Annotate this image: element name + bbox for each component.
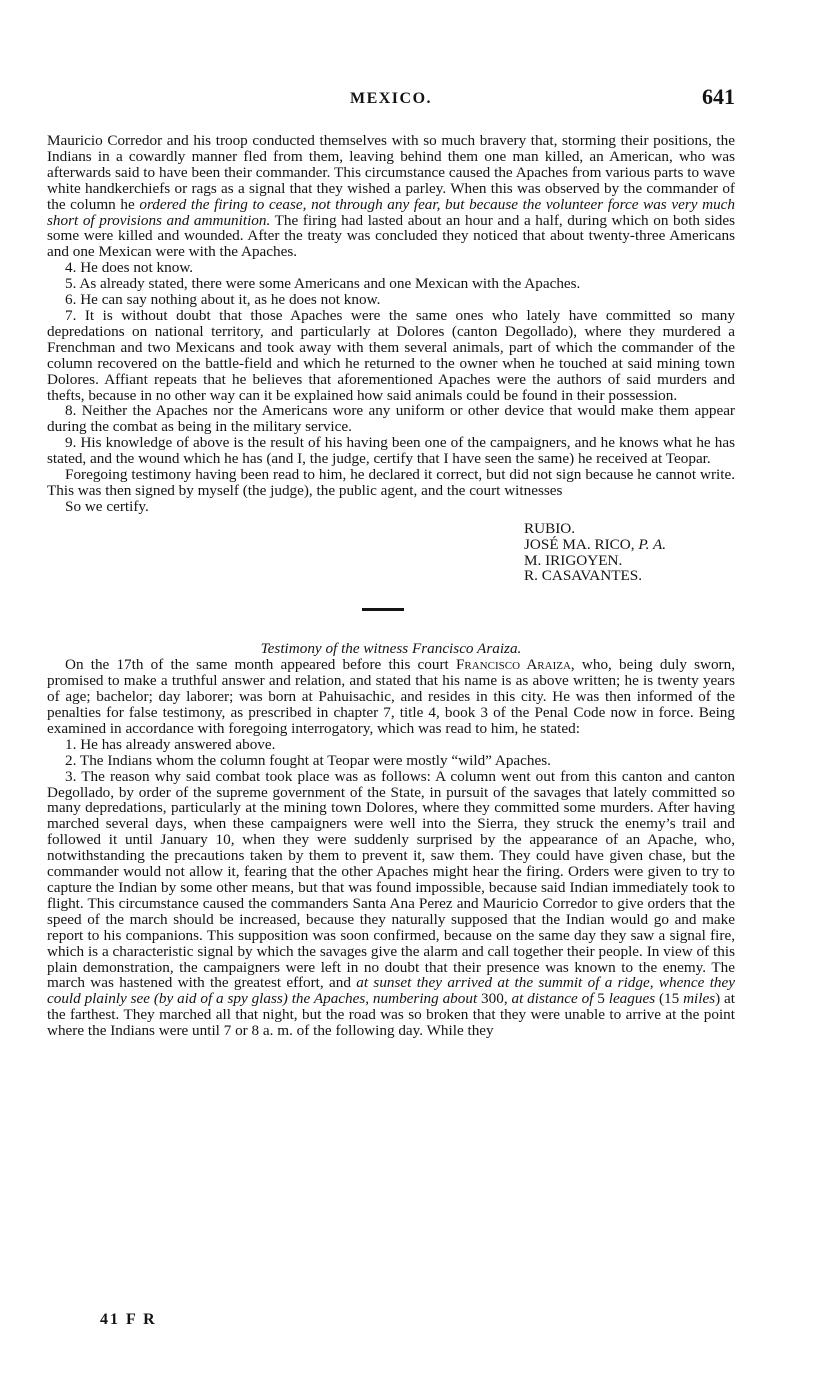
signature-irigoyen: M. IRIGOYEN. <box>524 551 623 569</box>
signature-rubio: RUBIO. <box>524 519 576 537</box>
answer-5: 5. As already stated, there were some Americans and one Mexican with the Apaches. <box>65 275 581 293</box>
signature-block <box>524 521 735 585</box>
second-text-2: , who, being duly sworn, promised to make a truthful answer and relation, and stated that his name is as above written; he is twenty years of age; bachelor; day laborer; was born at Pahuisachic, and resides in this city. He was then informed of the penalties for false testimony, as prescribed in chapter 7, title 4, book 3 of the Penal Code now in force. Being examined in accordance with foregoing interrogatory, which was read to him, he stated: <box>47 656 736 737</box>
answer-2-3 <box>47 769 735 1039</box>
signature-mark: 41 F R <box>100 1311 157 1328</box>
answer-7: 7. It is without doubt that those Apaches were the same ones who lately have committed so many depredations on national territory, and particularly at Dolores (canton Degollado), where they murdered a Frenchman and two Mexicans and took away with them several animals, part of which the commander of the column recovered on the battle-field and which he returned to the owner when he touched at said mining town Dolores. Affiant repeats that he believes that aforementioned Apaches were the authors of said murders and thefts, because in no other way can it be explained how said animals could be found in their possession. <box>47 306 735 404</box>
running-head: MEXICO. <box>349 90 433 107</box>
answer-9: 9. His knowledge of above is the result of his having been one of the campaigners, and he knows what he has stated, and the wound which he has (and I, the judge, certify that I have seen the same) he received at Teopar. <box>47 434 735 468</box>
intro-text-2: The firing had lasted about an hour and a half, during which on both sides some were killed and wounded. After the treaty was concluded they noticed that about twenty-three Americans and one Mexican were with the Apaches. <box>47 211 735 261</box>
reason-italic-1: at sunset they arrived at the summit of a ridge, whence they could plainly see (by aid of a spy glass) the Apaches, numbering about <box>47 974 736 1008</box>
intro-text-1: Mauricio Corredor and his troop conducted themselves with so much bravery that, storming their positions, the Indians in a cowardly manner fled from them, leaving behind them one man killed, an American, who was afterwards said to have been their commander. This circumstance caused the Apaches from various parts to wave white handkerchiefs or rags as a signal that they wished a parley. When this was observed by the commander of the column he <box>47 132 735 213</box>
reason-text-1: 3. The reason why said combat took place was as follows: A column went out from this canton and canton Degollado, by order of the supreme government of the State, in pursuit of the savages that lately committed so many depredations, particularly at the mining town Dolores, where they committed some murders. After having marched several days, when these campaigners were well into the Sierra, they struck the enemy’s trail and followed it until January 10, when they were suddenly surprised by the appearance of an Apache, who, notwithstanding the precautions taken by them to prevent it, saw them. They could have given chase, but the commander would not allow it, fearing that the other Apaches might hear the firing. Orders were given to try to capture the Indian by some other means, but that was found impossible, because said Indian immediately took to flight. This circumstance caused the commanders Santa Ana Perez and Mauricio Corredor to give orders that the speed of the march should be increased, because they naturally supposed that the Indian would go and make report to his companions. This supposition was soon confirmed, because on the same day they saw a signal fire, which is a characteristic signal by which the savages give the alarm and call together their people. In view of this plain demonstration, the campaigners were left in no doubt that their presence was known to the enemy. The march was hastened with the greatest effort, and <box>47 767 735 992</box>
reason-italic-4: miles <box>683 990 716 1008</box>
certify-line: So we certify. <box>65 497 149 515</box>
reason-mid-2: 5 <box>593 990 609 1008</box>
answer-2-1: 1. He has already answered above. <box>65 735 276 753</box>
signature-rico <box>524 537 735 553</box>
section-divider <box>362 608 404 611</box>
page-header <box>47 84 735 114</box>
section-title: Testimony of the witness Francisco Araiza. <box>260 640 522 658</box>
signature-casavantes: R. CASAVANTES. <box>524 567 643 585</box>
signature-rico-title: P. A. <box>638 535 667 553</box>
answer-6: 6. He can say nothing about it, as he does not know. <box>65 291 381 309</box>
reason-text-2: ) at the farthest. They marched all that night, but the road was so broken that they were unable to arrive at the point where the Indians were until 7 or 8 a. m. of the following day. While they <box>47 990 736 1040</box>
second-testimony-paragraph <box>47 657 735 737</box>
answer-2-2: 2. The Indians whom the column fought at Teopar were mostly “wild” Apaches. <box>65 751 551 769</box>
reason-mid-1: 300, <box>477 990 512 1008</box>
intro-paragraph <box>47 133 735 260</box>
second-text-1: On the 17th of the same month appeared before this court <box>65 656 456 674</box>
foregoing-paragraph: Foregoing testimony having been read to him, he declared it correct, but did not sign because he cannot write. This was then signed by myself (the judge), the public agent, and the court witnesses <box>47 466 735 499</box>
body-text <box>47 133 735 1039</box>
reason-italic-3: leagues <box>608 990 656 1008</box>
signature-rico-name: JOSÉ MA. RICO, <box>524 535 639 553</box>
reason-mid-3: (15 <box>655 990 684 1008</box>
answer-4: 4. He does not know. <box>65 259 194 277</box>
reason-italic-2: at distance of <box>511 990 594 1008</box>
witness-name: Francisco Araiza <box>455 656 571 674</box>
intro-italic: ordered the firing to cease, not through any fear, but because the volunteer force was very much short of provisions and ammunition. <box>47 195 735 229</box>
answer-8: 8. Neither the Apaches nor the Americans wore any uniform or other device that would make them appear during the combat as being in the military service. <box>47 402 735 436</box>
page-number: 641 <box>702 84 735 109</box>
